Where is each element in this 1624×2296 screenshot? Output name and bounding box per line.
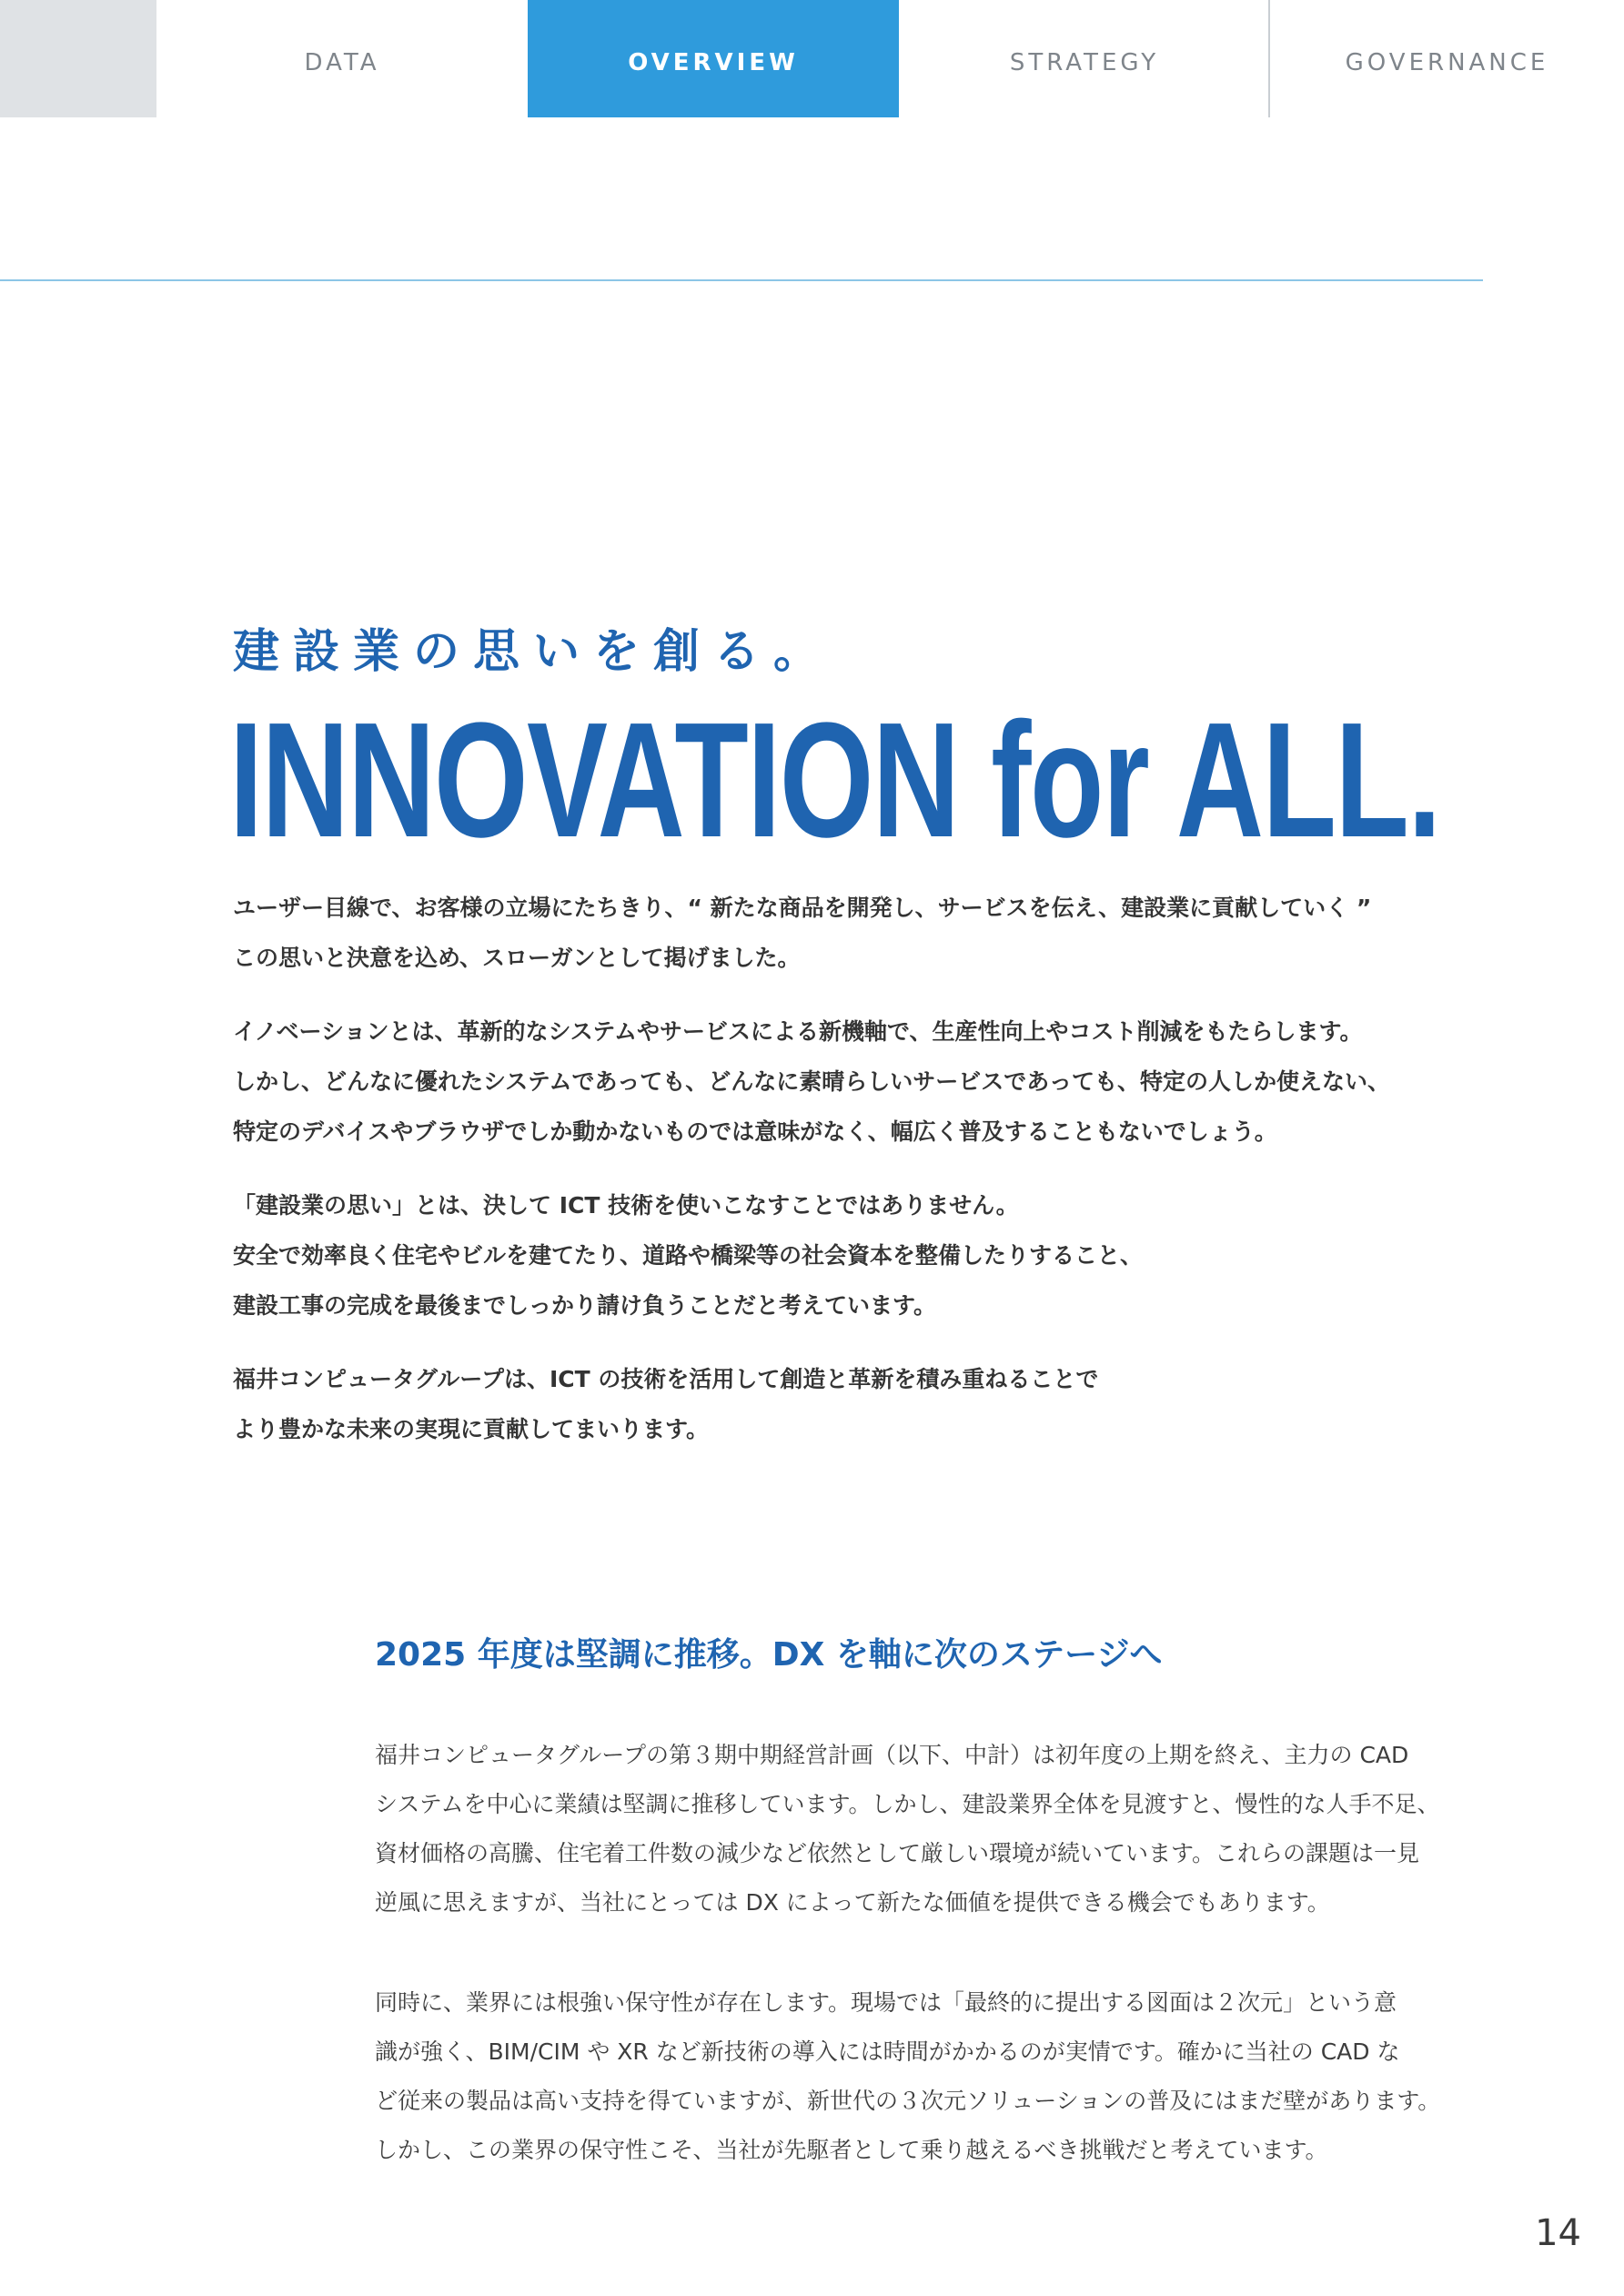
tab-strategy[interactable]: STRATEGY xyxy=(1009,48,1160,76)
intro-paragraph: 「建設業の思い」とは、決して ICT 技術を使いこなすことではありません。 安全で効率良く住宅やビルを建てたり、道路や橋梁等の社会資本を整備したりすること、 建設工事の完成を最後までしっかり請け負うことだと考えています。 xyxy=(233,1192,1144,1319)
tagline: 建設業の思いを創る。 xyxy=(233,625,834,679)
tab-data[interactable]: DATA xyxy=(304,48,380,76)
intro-text xyxy=(233,883,1488,1478)
page-number: 14 xyxy=(1535,2212,1581,2254)
slogan-heading: INNOVATION for ALL. xyxy=(229,689,1440,872)
section-body xyxy=(375,1731,1503,2226)
tab-overview[interactable]: OVERVIEW xyxy=(528,0,899,117)
nav-corner-block xyxy=(0,0,156,117)
intro-paragraph: 福井コンピュータグループは、ICT の技術を活用して創造と革新を積み重ねることで より豊かな未来の実現に貢献してまいります。 xyxy=(233,1366,1099,1442)
header-divider xyxy=(0,279,1483,281)
section-paragraph: 福井コンピュータグループの第３期中期経営計画（以下、中計）は初年度の上期を終え、主力の CAD システムを中心に業績は堅調に推移しています。しかし、建設業界全体を見渡すと、慢性的な人手不足、 資材価格の高騰、住宅着工件数の減少など依然として厳しい環境が続いています。これらの課題は一見 逆風に思えますが、当社にとっては DX によって新たな価値を提供できる機会でもあります。 xyxy=(375,1742,1440,1916)
section-paragraph: 同時に、業界には根強い保守性が存在します。現場では「最終的に提出する図面は２次元」という意 識が強く、BIM/CIM や XR など新技術の導入には時間がかかるのが実情です。確かに当社の CAD な ど従来の製品は高い支持を得ていますが、新世代の３次元ソリューションの普及にはまだ壁があります。 しかし、この業界の保守性こそ、当社が先駆者として乗り越えるべき挑戦だと考えています。 xyxy=(375,1989,1441,2163)
section-heading: 2025 年度は堅調に推移。DX を軸に次のステージへ xyxy=(375,1636,1163,1674)
intro-paragraph: イノベーションとは、革新的なシステムやサービスによる新機軸で、生産性向上やコスト削減をもたらします。 しかし、どんなに優れたシステムであっても、どんなに素晴らしいサービスであっても、特定の人しか使えない、 特定のデバイスやブラウザでしか動かないものでは意味がなく、幅広く普及することもないでしょう。 xyxy=(233,1018,1391,1145)
tab-governance[interactable]: GOVERNANCE xyxy=(1345,48,1549,76)
intro-paragraph: ユーザー目線で、お客様の立場にたちきり、“ 新たな商品を開発し、サービスを伝え、建設業に貢献していく ” この思いと決意を込め、スローガンとして掲げました。 xyxy=(233,895,1372,971)
